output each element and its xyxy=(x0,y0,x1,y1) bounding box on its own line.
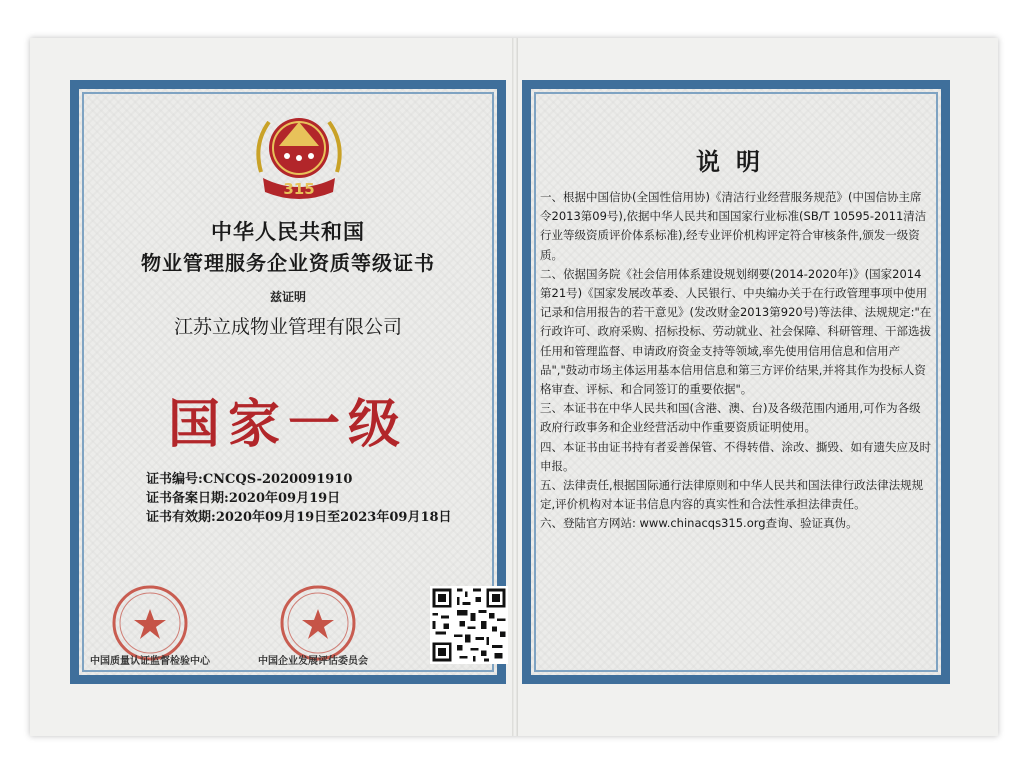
instruction-paragraph: 五、法律责任,根据国际通行法律原则和中华人民共和国法律行政法律法规规定,评价机构对本证书信息内容的真实性和合法性承担法律责任。 xyxy=(540,478,924,512)
certificate-info xyxy=(146,470,452,527)
seal-caption-quality-center: 中国质量认证监督检验中心 xyxy=(90,656,210,667)
info-value: CNCQS-2020091910 xyxy=(202,472,353,487)
info-row-validity xyxy=(146,508,452,527)
grade-level: 国家一级 xyxy=(167,394,408,455)
instruction-paragraph: 一、根据中国信协(全国性信用协)《清洁行业经营服务规范》(中国信协主席令2013第09号),依据中华人民共和国国家行业标准(SB/T 10595-2011清洁行业等级资质评价体系标准),经专业评价机构评定符合审核条件,颁发一级资质。 xyxy=(540,190,927,262)
info-row-filing-date xyxy=(146,489,452,508)
seal-caption-evaluation-committee: 中国企业发展评估委员会 xyxy=(258,656,368,667)
instructions-text xyxy=(540,188,932,534)
instruction-paragraph: 二、依据国务院《社会信用体系建设规划纲要(2014-2020年)》(国家2014第21号)《国家发展改革委、人民银行、中央编办关于在行政管理事项中使用记录和信用报告的若干意见》(发改财金2013第920号)等法律、法规规定:"在行政许可、政府采购、招标投标、劳动就业、社会保障、科研管理、干部选拔任用和管理监督、申请政府资金支持等领域,率先使用信用信息和信用产品","鼓动市场主体运用基本信用信息和第三方评价结果,并将其作为投标人资格审查、评标、和合同签订的重要依据"。 xyxy=(540,266,932,397)
center-fold xyxy=(512,38,518,736)
instruction-paragraph: 六、登陆官方网站: www.chinacqs315.org查询、验证真伪。 xyxy=(540,516,858,531)
info-row-number xyxy=(146,470,452,489)
qr-code-icon[interactable] xyxy=(430,586,508,664)
title-certificate: 物业管理服务企业资质等级证书 xyxy=(141,251,435,275)
attest-label: 兹证明 xyxy=(269,290,306,304)
instruction-paragraph: 四、本证书由证书持有者妥善保管、不得转借、涂改、撕毁、如有遗失应及时申报。 xyxy=(540,439,931,473)
company-name: 江苏立成物业管理有限公司 xyxy=(173,316,402,338)
info-label: 证书编号: xyxy=(146,472,203,487)
315-emblem-icon xyxy=(249,108,349,208)
quality-center-seal-icon xyxy=(110,583,190,663)
instruction-paragraph: 三、本证书在中华人民共和国(含港、澳、台)及各级范围内通用,可作为各级政府行政事务和企业经营活动中作重要资质证明使用。 xyxy=(540,401,921,435)
info-value: 2020年09月19日 xyxy=(228,491,341,506)
info-label: 证书备案日期: xyxy=(146,491,229,506)
info-label: 证书有效期: xyxy=(146,510,216,525)
info-value: 2020年09月19日至2023年09月18日 xyxy=(215,510,452,525)
emblem-number: 315 xyxy=(283,180,315,198)
title-country: 中华人民共和国 xyxy=(211,219,365,244)
evaluation-committee-seal-icon xyxy=(278,583,358,663)
instructions-title: 说明 xyxy=(696,147,776,176)
